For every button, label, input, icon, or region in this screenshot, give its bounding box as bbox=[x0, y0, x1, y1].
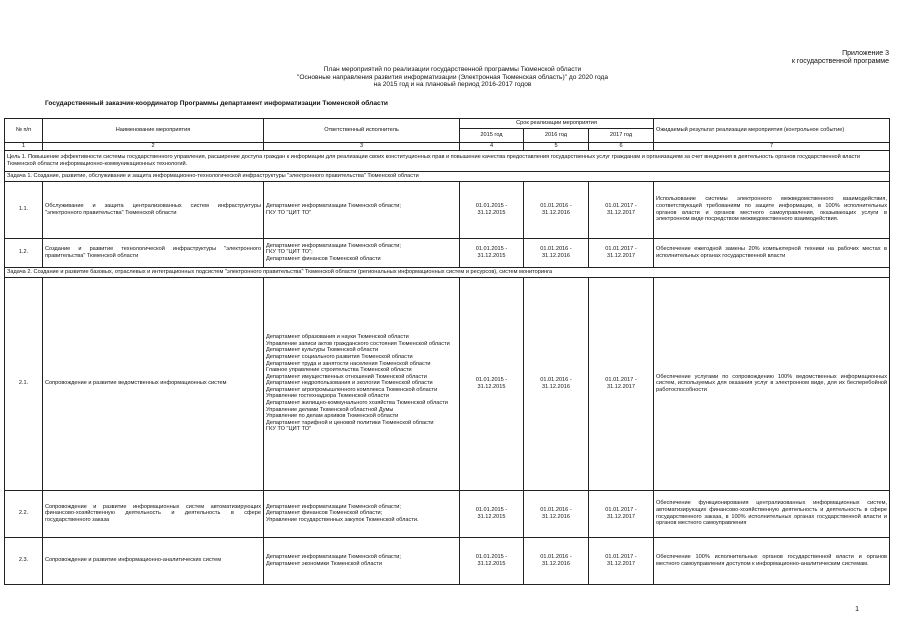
row-result: Использование системы электронного межведомственного взаимодействия, соответствующей требованиям по защите информации, в 100% исполнительных органов власти и органов местного самоуправления, оказывающих услуги в электронном виде посредством межведомственного взаимодействия. bbox=[654, 181, 890, 238]
executor-item: Управление записи актов гражданского состояния Тюменской области bbox=[266, 340, 450, 347]
row-2015: 01.01.2015 - 31.12.2015 bbox=[460, 277, 524, 490]
executor-item: Департамент финансов Тюменской области bbox=[266, 255, 381, 262]
row-2016: 01.01.2016 - 31.12.2016 bbox=[524, 490, 589, 537]
column-number: 3 bbox=[264, 143, 460, 151]
row-name: Обслуживание и защита централизованных систем инфраструктуры "электронного правительства" Тюменской области bbox=[43, 181, 264, 238]
executor-item: Департамент информатизации Тюменской области; bbox=[266, 242, 401, 249]
executor-item: Управление гостехнадзора Тюменской области bbox=[266, 393, 389, 400]
row-2015: 01.01.2015 - 31.12.2015 bbox=[460, 537, 524, 584]
row-2015: 01.01.2015 - 31.12.2015 bbox=[460, 181, 524, 238]
executor-item: Главное управление строительства Тюменской области bbox=[266, 367, 412, 374]
executor-item: Департамент культуры Тюменской области bbox=[266, 347, 379, 354]
row-num: 2.1. bbox=[5, 277, 43, 490]
row-name: Сопровождение и развитие ведомственных информационных систем bbox=[43, 277, 264, 490]
column-number: 4 bbox=[460, 143, 524, 151]
row-executor bbox=[264, 238, 460, 267]
row-result: Обеспечение 100% исполнительных органов государственной власти и органов местного самоуправления доступом к информационно-аналитическим системам. bbox=[654, 537, 890, 584]
customer-line: Государственный заказчик-координатор Программы департамент информатизации Тюменской области bbox=[45, 100, 388, 107]
page-number: 1 bbox=[855, 606, 859, 613]
task-1-text: Задача 1. Создание, развитие, обслуживание и защита информационно-технологической инфраструктуры "электронного правительства" Тюменской области bbox=[5, 171, 890, 181]
plan-table bbox=[4, 118, 890, 585]
appendix-line-2: к государственной программе bbox=[791, 58, 889, 65]
executor-item: Департамент социального развития Тюменской области bbox=[266, 353, 413, 360]
executor-item: Департамент агропромышленного комплекса Тюменской области bbox=[266, 386, 438, 393]
row-num: 1.1. bbox=[5, 181, 43, 238]
row-executor bbox=[264, 277, 460, 490]
executor-item: Управление по делам архивов Тюменской области bbox=[266, 413, 399, 420]
title-line-3: на 2015 год и на плановый период 2016-2017 годов bbox=[373, 81, 532, 89]
executor-item: Департамент информатизации Тюменской области; bbox=[266, 203, 401, 209]
executor-item: Департамент имущественных отношений Тюменской области bbox=[266, 373, 427, 380]
row-name: Сопровождение и развитие информационных систем автоматизирующих финансово-хозяйственную деятельность и деятельность в сфере государственного заказа bbox=[43, 490, 264, 537]
row-executor bbox=[264, 537, 460, 584]
table-row bbox=[5, 181, 890, 238]
title-line-1: План мероприятий по реализации государственной программы Тюменской области bbox=[323, 66, 582, 73]
header-num: № п/п bbox=[5, 119, 43, 143]
header-row bbox=[5, 119, 890, 129]
table-row bbox=[5, 238, 890, 267]
goal-row bbox=[5, 150, 890, 171]
table-row bbox=[5, 277, 890, 490]
task-2-text: Задача 2. Создание и развитие базовых, отраслевых и интеграционных подсистем "электронного правительства" Тюменской области (региональных информационных систем и ресурсов), систем мониторинга bbox=[5, 267, 890, 277]
header-2017: 2017 год bbox=[589, 129, 654, 143]
header-2015: 2015 год bbox=[460, 129, 524, 143]
executor-item: Департамент информатизации Тюменской области; bbox=[266, 503, 401, 510]
document-title bbox=[0, 66, 905, 89]
row-num: 1.2. bbox=[5, 238, 43, 267]
column-number-row bbox=[5, 143, 890, 151]
row-num: 2.2. bbox=[5, 490, 43, 537]
header-period: Срок реализации мероприятия bbox=[460, 119, 654, 129]
executor-item: Управление делами Тюменской областной Думы bbox=[266, 406, 394, 413]
row-name: Создание и развитие технологической инфраструктуры "электронного правительства" Тюменской области bbox=[43, 238, 264, 267]
appendix-note bbox=[792, 50, 889, 66]
column-number: 7 bbox=[654, 143, 890, 151]
header-executor: Ответственный исполнитель bbox=[264, 119, 460, 143]
task-row bbox=[5, 171, 890, 181]
row-num: 2.3. bbox=[5, 537, 43, 584]
executor-item: Департамент труда и занятости населения Тюменской области bbox=[266, 360, 431, 367]
row-2017: 01.01.2017 - 31.12.2017 bbox=[589, 181, 654, 238]
row-executor bbox=[264, 490, 460, 537]
row-result: Обеспечение функционирования централизованных информационных систем, автоматизирующих финансово-хозяйственную деятельность и деятельность в сфере государственного заказа, в 100% исполнительных органах государственной власти и органов местного самоуправления bbox=[654, 490, 890, 537]
table-row bbox=[5, 537, 890, 584]
executor-item: Департамент жилищно-коммунального хозяйства Тюменской области bbox=[266, 400, 448, 407]
row-2016: 01.01.2016 - 31.12.2016 bbox=[524, 238, 589, 267]
executor-item: Департамент информатизации Тюменской области; bbox=[266, 554, 401, 560]
header-result: Ожидаемый результат реализации мероприятия (контрольное событие) bbox=[654, 119, 890, 143]
row-2017: 01.01.2017 - 31.12.2017 bbox=[589, 537, 654, 584]
row-2016: 01.01.2016 - 31.12.2016 bbox=[524, 277, 589, 490]
title-line-2: "Основные направления развития информатизации (Электронная Тюменская область)" до 2020 года bbox=[296, 73, 609, 81]
row-2017: 01.01.2017 - 31.12.2017 bbox=[589, 277, 654, 490]
executor-item: Департамент тарифной и ценовой политики Тюменской области bbox=[266, 419, 434, 426]
row-2015: 01.01.2015 - 31.12.2015 bbox=[460, 490, 524, 537]
header-name: Наименование мероприятия bbox=[43, 119, 264, 143]
row-executor bbox=[264, 181, 460, 238]
row-result: Обеспечение услугами по сопровождению 100% ведомственных информационных систем, используемых для оказания услуг в электронном виде, для их бесперебойной работоспособности bbox=[654, 277, 890, 490]
row-2017: 01.01.2017 - 31.12.2017 bbox=[589, 490, 654, 537]
table-row bbox=[5, 490, 890, 537]
column-number: 1 bbox=[5, 143, 43, 151]
row-result: Обеспечение ежегодной замены 20% компьютерной техники на рабочих местах в исполнительных органах государственной власти bbox=[654, 238, 890, 267]
header-2016: 2016 год bbox=[524, 129, 589, 143]
row-name: Сопровождение и развитие информационно-аналитических систем bbox=[43, 537, 264, 584]
appendix-line-1: Приложение 3 bbox=[842, 50, 889, 57]
row-2016: 01.01.2016 - 31.12.2016 bbox=[524, 537, 589, 584]
executor-item: ГКУ ТО "ЦИТ ТО" bbox=[266, 209, 312, 216]
executor-item: Управление государственных закупок Тюменской области. bbox=[266, 516, 419, 523]
task-row bbox=[5, 267, 890, 277]
executor-item: Департамент экономики Тюменской области bbox=[266, 560, 382, 567]
goal-text: Цель 1. Повышение эффективности системы государственного управления, расширение доступа граждан к информации для реализации своих конституционных прав и повышение качества предоставления государственных услуг гражданам и организациям за счет внедрения в деятельность органов государственной власти Тюменской области информационно-коммуникационных технологий. bbox=[5, 150, 890, 171]
executor-item: ГКУ ТО "ЦИТ ТО"; bbox=[266, 249, 313, 256]
column-number: 2 bbox=[43, 143, 264, 151]
column-number: 6 bbox=[589, 143, 654, 151]
executor-item: Департамент финансов Тюменской области; bbox=[266, 510, 383, 517]
executor-item: Департамент образования и науки Тюменской области bbox=[266, 334, 409, 341]
column-number: 5 bbox=[524, 143, 589, 151]
row-2016: 01.01.2016 - 31.12.2016 bbox=[524, 181, 589, 238]
row-2017: 01.01.2017 - 31.12.2017 bbox=[589, 238, 654, 267]
row-2015: 01.01.2015 - 31.12.2015 bbox=[460, 238, 524, 267]
executor-item: ГКУ ТО "ЦИТ ТО" bbox=[266, 426, 312, 433]
executor-item: Департамент недропользования и экологии Тюменской области bbox=[266, 380, 433, 387]
